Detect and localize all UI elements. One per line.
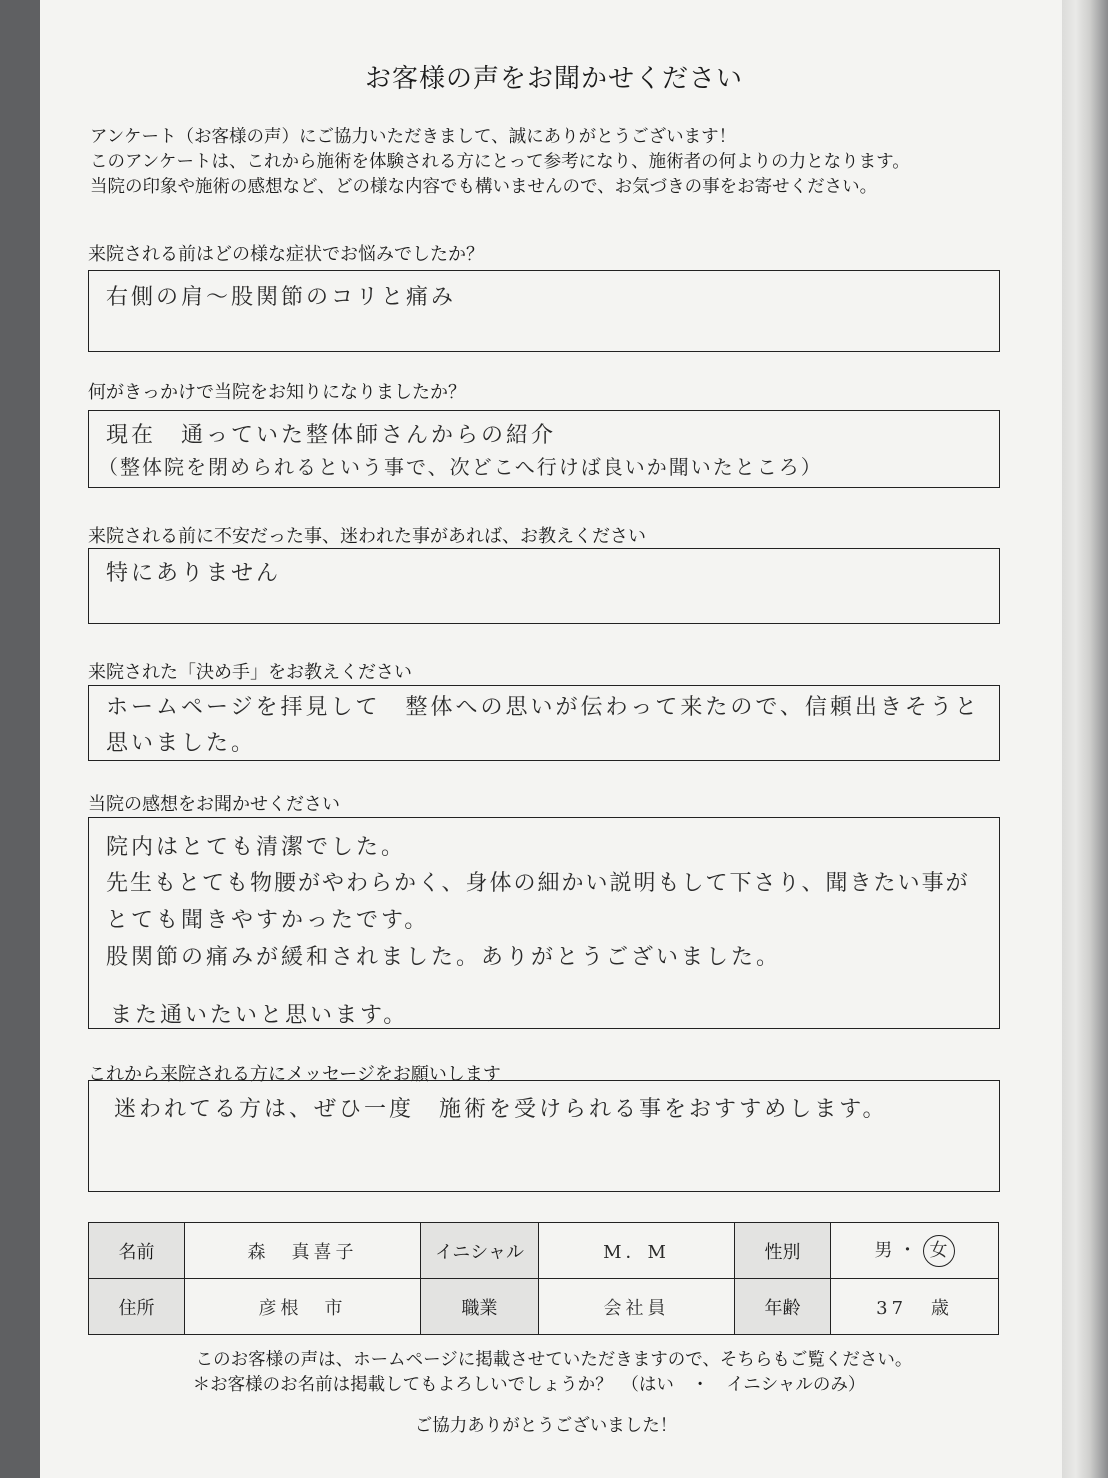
question-impressions: 当院の感想をお聞かせください bbox=[88, 794, 340, 815]
answer-impressions-line: 股関節の痛みが緩和されました。ありがとうございました。 bbox=[106, 945, 782, 970]
job-value[interactable]: 会社員 bbox=[539, 1279, 735, 1335]
answer-deciding-line: 思いました。 bbox=[106, 731, 257, 756]
question-message: これから来院される方にメッセージをお願いします bbox=[88, 1064, 501, 1085]
answer-impressions-line: 院内はとても清潔でした。 bbox=[106, 835, 407, 860]
gender-female-option-circled[interactable]: 女 bbox=[923, 1235, 955, 1267]
answer-impressions-line: また通いたいと思います。 bbox=[110, 1003, 409, 1028]
age-unit: 歳 bbox=[930, 1297, 953, 1319]
answer-impressions-line: とても聞きやすかったです。 bbox=[106, 908, 430, 933]
intro-line: アンケート（お客様の声）にご協力いただきまして、誠にありがとうございます！ bbox=[90, 127, 737, 147]
footer-publish-note: このお客様の声は、ホームページに掲載させていただきますので、そちらもご覧ください。 bbox=[195, 1350, 913, 1370]
gender-label: 性別 bbox=[735, 1223, 831, 1279]
question-symptoms: 来院される前はどの様な症状でお悩みでしたか？ bbox=[88, 244, 484, 265]
answer-symptoms-line: 右側の肩～股関節のコリと痛み bbox=[106, 285, 457, 310]
question-referral: 何がきっかけで当院をお知りになりましたか？ bbox=[88, 382, 466, 403]
footer-thanks: ご協力ありがとうございました！ bbox=[414, 1416, 678, 1436]
age-cell[interactable] bbox=[831, 1279, 999, 1335]
footer-name-consent: ＊お客様のお名前は掲載してもよろしいでしょうか？ （はい ・ イニシャルのみ） bbox=[192, 1375, 866, 1395]
answer-referral-line: （整体院を閉められるという事で、次どこへ行けば良いか聞いたところ） bbox=[98, 455, 823, 479]
address-value[interactable]: 彦根 市 bbox=[185, 1279, 421, 1335]
age-value: 37 bbox=[876, 1297, 908, 1319]
answer-referral-line: 現在 通っていた整体師さんからの紹介 bbox=[106, 423, 557, 448]
intro-line: 当院の印象や施術の感想など、どの様な内容でも構いませんので、お気づきの事をお寄せください。 bbox=[90, 177, 878, 197]
question-concerns: 来院される前に不安だった事、迷われた事があれば、お教えください bbox=[88, 526, 646, 547]
answer-concerns-line: 特にありません bbox=[106, 561, 282, 586]
name-label: 名前 bbox=[89, 1223, 185, 1279]
job-label: 職業 bbox=[421, 1279, 539, 1335]
address-label: 住所 bbox=[89, 1279, 185, 1335]
gender-separator: ・ bbox=[898, 1239, 923, 1261]
answer-message-line: 迷われてる方は、ぜひ一度 施術を受けられる事をおすすめします。 bbox=[114, 1097, 888, 1122]
intro-text bbox=[90, 125, 910, 200]
answer-deciding-line: ホームページを拝見して 整体への思いが伝わって来たので、信頼出きそうと bbox=[106, 695, 980, 720]
gender-male-option[interactable]: 男 bbox=[874, 1239, 899, 1261]
answer-impressions-line: 先生もとても物腰がやわらかく、身体の細かい説明もして下さり、聞きたい事が bbox=[106, 871, 970, 896]
question-deciding-factor: 来院された「決め手」をお教えください bbox=[88, 662, 412, 683]
gender-options[interactable] bbox=[831, 1223, 999, 1279]
initial-value[interactable]: M．M bbox=[539, 1223, 735, 1279]
page-title: お客様の声をお聞かせください bbox=[364, 64, 743, 94]
stacked-pages-edge bbox=[1062, 0, 1108, 1478]
respondent-info-table bbox=[88, 1222, 999, 1335]
age-label: 年齢 bbox=[735, 1279, 831, 1335]
initial-label: イニシャル bbox=[421, 1223, 539, 1279]
intro-line: このアンケートは、これから施術を体験される方にとって参考になり、施術者の何よりの力となります。 bbox=[90, 152, 910, 172]
name-value[interactable]: 森 真喜子 bbox=[185, 1223, 421, 1279]
